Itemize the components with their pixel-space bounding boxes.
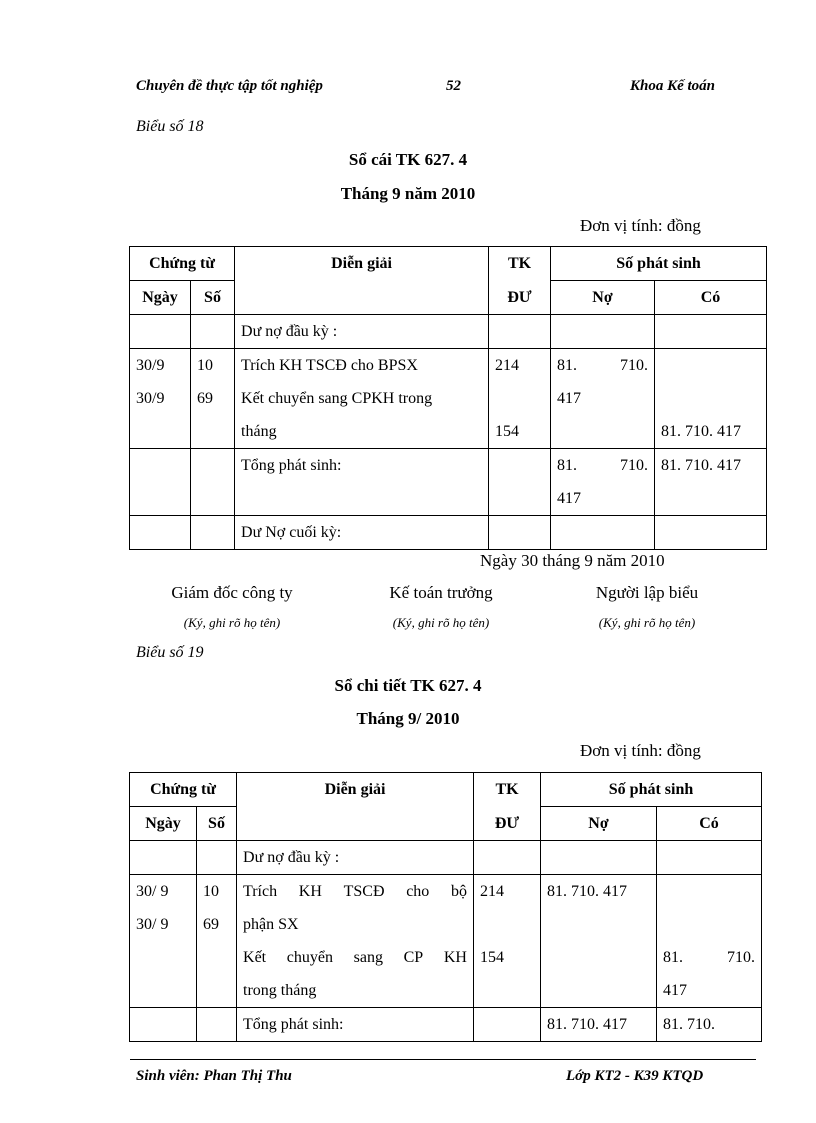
table-row bbox=[130, 449, 767, 516]
col-tk: TK bbox=[474, 773, 541, 807]
table-row bbox=[130, 315, 767, 349]
signature-title: Kế toán trưởng bbox=[389, 583, 493, 602]
description-cell: Trích KH TSCĐ cho BPSX bbox=[241, 357, 418, 374]
signature-title: Người lập biểu bbox=[595, 583, 699, 602]
amount-cell: 81. 710. 417 bbox=[547, 883, 628, 900]
col-so-phat-sinh: Số phát sinh bbox=[551, 247, 767, 281]
col-du: ĐƯ bbox=[474, 807, 541, 841]
detail-table-627-4 bbox=[129, 772, 762, 1042]
section1-title: Sổ cái TK 627. 4 bbox=[348, 150, 468, 169]
section1-label: Biểu số 18 bbox=[136, 118, 204, 135]
number-cell: 69 bbox=[197, 390, 213, 407]
table-cell bbox=[237, 807, 474, 841]
description-cell: Kết chuyển sang CPKH trong bbox=[241, 390, 433, 407]
amount-part: 417 bbox=[557, 390, 582, 407]
amount-part: 710. bbox=[620, 357, 649, 374]
footer-left: Sinh viên: Phan Thị Thu bbox=[136, 1068, 292, 1084]
col-dien-giai: Diễn giải bbox=[237, 773, 474, 807]
amount-part: 81. bbox=[557, 457, 578, 474]
opening-balance: Dư nợ đầu kỳ : bbox=[237, 841, 474, 875]
total-label: Tổng phát sinh: bbox=[237, 1008, 474, 1042]
section2-title: Sổ chi tiết TK 627. 4 bbox=[334, 676, 482, 695]
total-label: Tổng phát sinh: bbox=[241, 457, 342, 474]
signature-note: (Ký, ghi rõ họ tên) bbox=[183, 615, 281, 630]
description-cell: trong tháng bbox=[243, 982, 317, 999]
closing-balance: Dư Nợ cuối kỳ: bbox=[235, 516, 489, 550]
amount-part: 81. bbox=[557, 357, 578, 374]
description-word: TSCĐ bbox=[343, 883, 385, 900]
amount-part: 417 bbox=[557, 490, 582, 507]
col-so: Số bbox=[197, 807, 237, 841]
total-credit: 81. 710. bbox=[657, 1008, 762, 1042]
section2-label: Biểu số 19 bbox=[136, 644, 204, 661]
account-cell: 154 bbox=[480, 949, 505, 966]
total-credit: 81. 710. 417 bbox=[661, 457, 742, 474]
description-word: cho bbox=[406, 883, 430, 900]
col-ngay: Ngày bbox=[130, 807, 197, 841]
page-number: 52 bbox=[446, 78, 461, 94]
description-cell: phận SX bbox=[243, 916, 299, 933]
signature-note: (Ký, ghi rõ họ tên) bbox=[392, 615, 490, 630]
signature-note: (Ký, ghi rõ họ tên) bbox=[598, 615, 696, 630]
description-word: Kết bbox=[243, 949, 267, 966]
col-chung-tu: Chứng từ bbox=[130, 247, 235, 281]
description-word: KH bbox=[443, 949, 467, 966]
date-cell: 30/9 bbox=[136, 357, 165, 374]
header-right: Khoa Kế toán bbox=[630, 78, 716, 94]
total-debit: 81. 710. 417 bbox=[541, 1008, 657, 1042]
date-line: Ngày 30 tháng 9 năm 2010 bbox=[480, 551, 665, 570]
table-row bbox=[130, 841, 762, 875]
col-co: Có bbox=[655, 281, 767, 315]
description-word: CP bbox=[403, 949, 424, 966]
footer-divider bbox=[130, 1059, 756, 1060]
account-cell: 154 bbox=[495, 423, 520, 440]
date-cell: 30/ 9 bbox=[136, 883, 169, 900]
table-row bbox=[130, 875, 762, 1008]
signature-title: Giám đốc công ty bbox=[171, 583, 293, 602]
section1-unit: Đơn vị tính: đồng bbox=[580, 216, 701, 235]
date-cell: 30/9 bbox=[136, 390, 165, 407]
description-word: Trích bbox=[243, 883, 278, 900]
date-cell: 30/ 9 bbox=[136, 916, 169, 933]
account-cell: 214 bbox=[480, 883, 505, 900]
section2-period: Tháng 9/ 2010 bbox=[356, 709, 460, 728]
ledger-table-627-4 bbox=[129, 246, 767, 550]
col-co: Có bbox=[657, 807, 762, 841]
col-no: Nợ bbox=[541, 807, 657, 841]
account-cell: 214 bbox=[495, 357, 520, 374]
table-row bbox=[130, 1008, 762, 1042]
col-dien-giai: Diễn giải bbox=[235, 247, 489, 281]
description-cell: tháng bbox=[241, 423, 277, 440]
col-so: Số bbox=[191, 281, 235, 315]
header-left: Chuyên đề thực tập tốt nghiệp bbox=[136, 78, 323, 94]
number-cell: 69 bbox=[203, 916, 219, 933]
description-word: sang bbox=[353, 949, 383, 966]
footer-right: Lớp KT2 - K39 KTQD bbox=[566, 1068, 704, 1084]
section1-period: Tháng 9 năm 2010 bbox=[340, 184, 476, 203]
table-cell bbox=[235, 281, 489, 315]
amount-cell: 81. 710. 417 bbox=[661, 423, 742, 440]
description-word: bộ bbox=[450, 883, 467, 900]
amount-part: 710. bbox=[620, 457, 649, 474]
amount-part: 81. bbox=[663, 949, 684, 966]
opening-balance: Dư nợ đầu kỳ : bbox=[235, 315, 489, 349]
col-chung-tu: Chứng từ bbox=[130, 773, 237, 807]
number-cell: 10 bbox=[203, 883, 219, 900]
col-so-phat-sinh: Số phát sinh bbox=[541, 773, 762, 807]
number-cell: 10 bbox=[197, 357, 213, 374]
col-du: ĐƯ bbox=[489, 281, 551, 315]
amount-part: 710. bbox=[727, 949, 756, 966]
amount-part: 417 bbox=[663, 982, 688, 999]
col-no: Nợ bbox=[551, 281, 655, 315]
section2-unit: Đơn vị tính: đồng bbox=[580, 741, 701, 760]
table-row bbox=[130, 516, 767, 550]
table-row bbox=[130, 349, 767, 449]
col-tk: TK bbox=[489, 247, 551, 281]
description-word: chuyển bbox=[286, 949, 333, 966]
col-ngay: Ngày bbox=[130, 281, 191, 315]
description-word: KH bbox=[298, 883, 322, 900]
